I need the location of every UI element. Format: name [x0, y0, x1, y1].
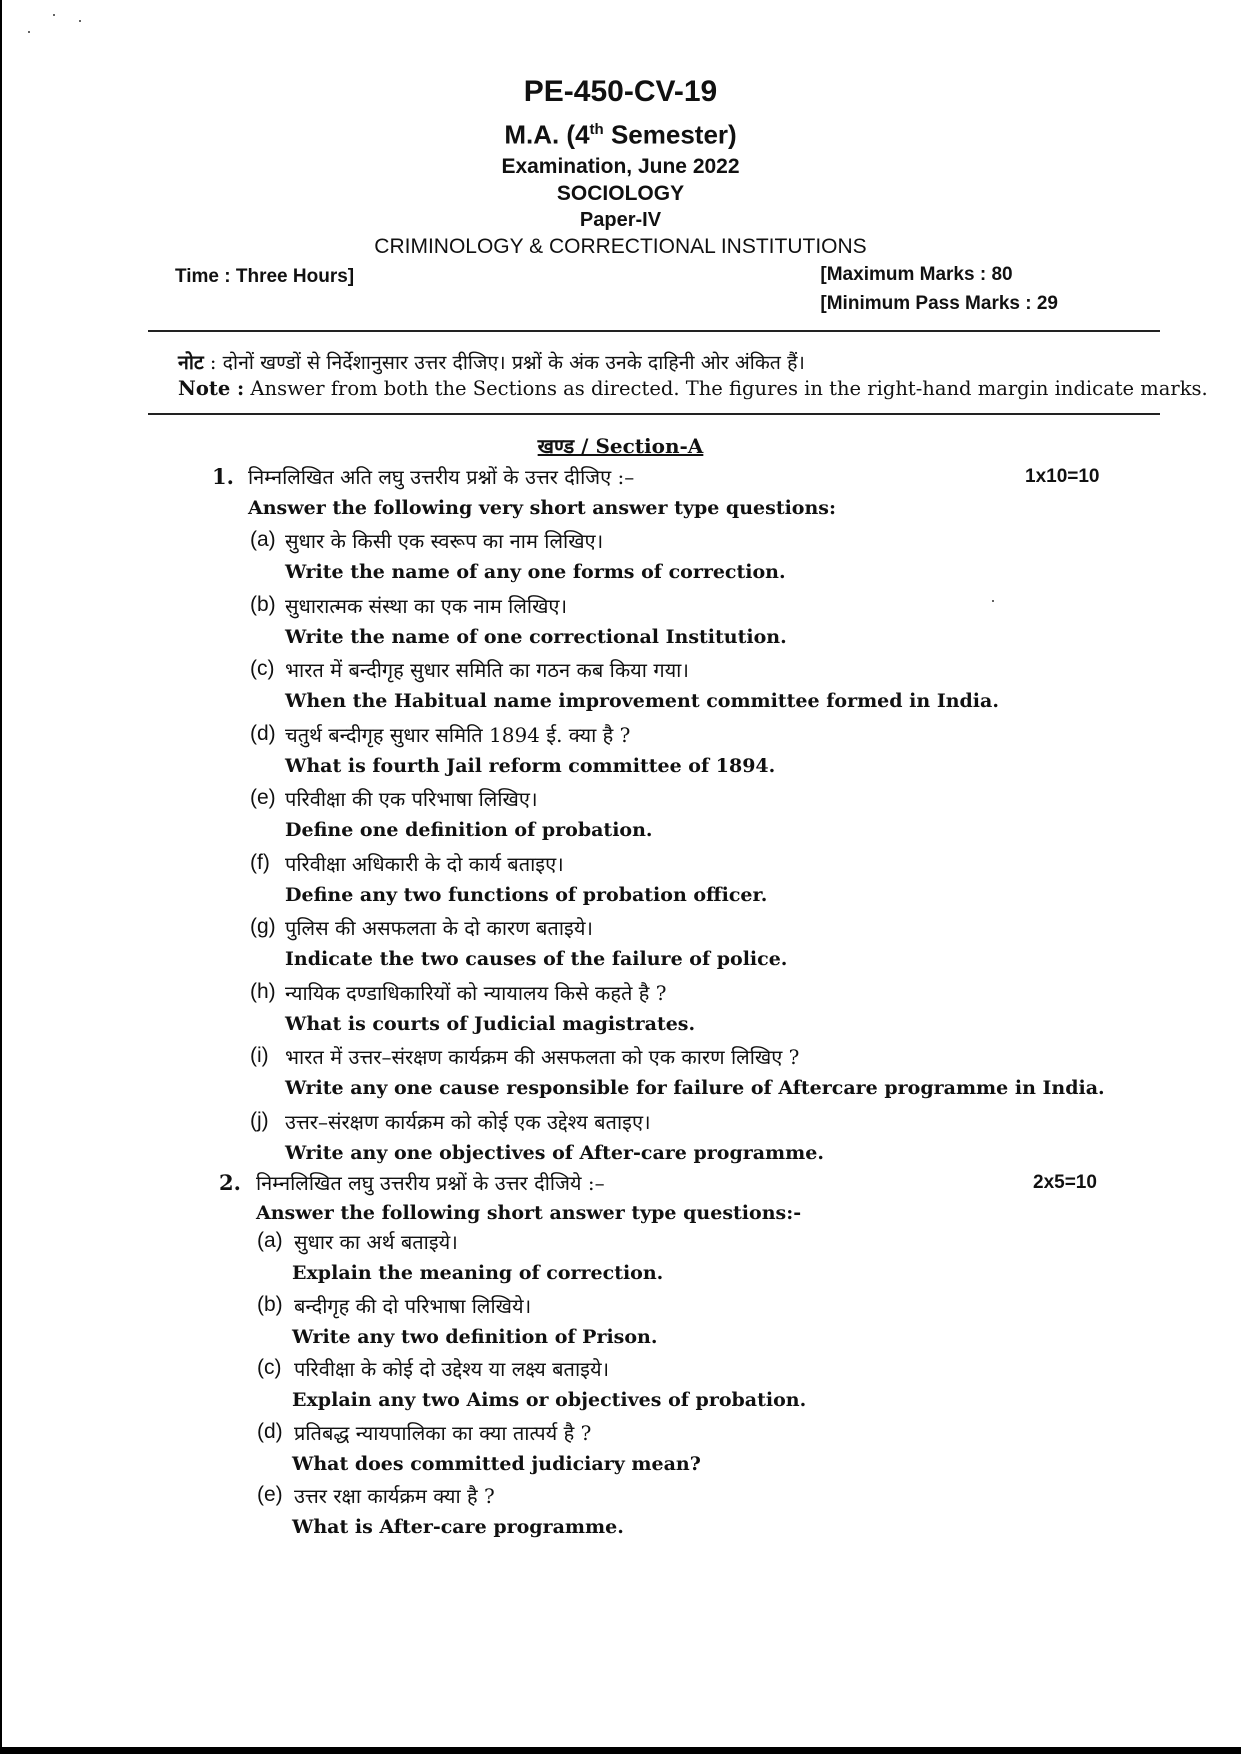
part-question-hindi: पुलिस की असफलता के दो कारण बताइये।	[285, 916, 594, 940]
part-label: (h)	[250, 979, 276, 1003]
time-allowed: Time : Three Hours]	[175, 266, 355, 287]
part-label: (a)	[250, 528, 276, 551]
part-question-hindi: परिवीक्षा की एक परिभाषा लिखिए।	[285, 787, 538, 811]
part-question-english: Define one definition of probation.	[285, 819, 653, 841]
part-question-english: What is After-care programme.	[292, 1516, 624, 1538]
paper-number: Paper-IV	[579, 208, 662, 231]
part-question-hindi: प्रतिबद्ध न्यायपालिका का क्या तात्पर्य है ?	[294, 1420, 592, 1445]
question-prompt-english: Answer the following very short answer type questions:	[248, 497, 837, 519]
scan-speck	[28, 31, 30, 33]
part-question-english: Write the name of one correctional Institution.	[285, 625, 787, 648]
part-question-english: Explain any two Aims or objectives of probation.	[292, 1389, 807, 1411]
question-prompt-english: Answer the following short answer type questions:-	[256, 1202, 802, 1224]
part-label: (e)	[257, 1483, 283, 1506]
part-label: (c)	[257, 1356, 282, 1379]
part-label: (d)	[257, 1419, 283, 1443]
exam-session: Examination, June 2022	[501, 154, 740, 178]
part-label: (j)	[250, 1108, 269, 1132]
part-question-english: Write any one cause responsible for failure of Aftercare programme in India.	[285, 1077, 1105, 1099]
part-label: (c)	[250, 657, 275, 680]
part-question-english: What is courts of Judicial magistrates.	[285, 1012, 696, 1035]
part-question-hindi: उत्तर–संरक्षण कार्यक्रम को कोई एक उद्देश्य बताइए।	[285, 1109, 651, 1134]
scan-speck	[79, 20, 81, 22]
minimum-pass-marks: [Minimum Pass Marks : 29	[820, 293, 1058, 314]
part-label: (b)	[257, 1292, 283, 1316]
part-question-english: Write the name of any one forms of correction.	[285, 561, 786, 583]
exam-header	[0, 72, 1241, 261]
part-question-english: What is fourth Jail reform committee of 1894.	[285, 754, 776, 777]
part-question-hindi: परिवीक्षा अधिकारी के दो कार्य बताइए।	[285, 851, 564, 876]
question-number: 2.	[219, 1170, 241, 1195]
note-english: Note : Answer from both the Sections as directed. The figures in the right-hand margin indicate marks.	[178, 377, 1208, 400]
part-question-hindi: परिवीक्षा के कोई दो उद्देश्य या लक्ष्य बताइये।	[294, 1357, 610, 1381]
divider-bottom	[148, 413, 1160, 415]
part-question-hindi: बन्दीगृह की दो परिभाषा लिखिये।	[294, 1293, 532, 1318]
divider-top	[148, 330, 1160, 332]
scan-bottom-edge	[0, 1747, 1241, 1754]
scan-speck	[53, 14, 55, 16]
paper-code: PE-450-CV-19	[523, 75, 718, 108]
part-question-english: Explain the meaning of correction.	[292, 1262, 664, 1284]
part-label: (d)	[250, 721, 276, 745]
part-question-hindi: सुधारात्मक संस्था का एक नाम लिखिए।	[285, 593, 568, 618]
part-label: (b)	[250, 592, 276, 616]
scan-speck	[992, 600, 994, 602]
question-marks: 2x5=10	[1033, 1172, 1097, 1193]
part-question-hindi: भारत में बन्दीगृह सुधार समिति का गठन कब किया गया।	[285, 658, 689, 682]
part-question-english: Define any two functions of probation officer.	[285, 883, 768, 906]
part-label: (f)	[250, 850, 270, 874]
part-label: (e)	[250, 786, 276, 809]
question-prompt-hindi: निम्नलिखित लघु उत्तरीय प्रश्नों के उत्तर दीजिये :–	[256, 1171, 605, 1195]
section-title: खण्ड / Section-A	[537, 434, 704, 458]
part-label: (i)	[250, 1044, 269, 1067]
degree-title: M.A. (4th Semester)	[504, 119, 737, 150]
part-label: (a)	[257, 1229, 283, 1252]
part-question-english: Write any one objectives of After-care programme.	[285, 1141, 824, 1164]
part-question-hindi: सुधार का अर्थ बताइये।	[294, 1230, 458, 1254]
part-question-hindi: उत्तर रक्षा कार्यक्रम क्या है ?	[294, 1484, 495, 1508]
part-question-english: Write any two definition of Prison.	[292, 1325, 658, 1348]
part-question-english: Indicate the two causes of the failure of police.	[285, 948, 788, 970]
marks-block	[820, 260, 1058, 318]
part-question-hindi: न्यायिक दण्डाधिकारियों को न्यायालय किसे कहते है ?	[285, 980, 667, 1005]
subject-name: SOCIOLOGY	[556, 181, 685, 205]
part-label: (g)	[250, 915, 276, 938]
question-prompt-hindi: निम्नलिखित अति लघु उत्तरीय प्रश्नों के उत्तर दीजिए :–	[248, 465, 635, 489]
part-question-hindi: भारत में उत्तर–संरक्षण कार्यक्रम की असफलता को एक कारण लिखिए ?	[285, 1045, 800, 1069]
part-question-english: When the Habitual name improvement committee formed in India.	[285, 690, 999, 712]
question-number: 1.	[212, 464, 234, 489]
part-question-hindi: चतुर्थ बन्दीगृह सुधार समिति 1894 ई. क्या है ?	[285, 722, 631, 747]
part-question-hindi: सुधार के किसी एक स्वरूप का नाम लिखिए।	[285, 529, 604, 553]
part-question-english: What does committed judiciary mean?	[292, 1452, 701, 1475]
scan-left-edge	[0, 0, 2, 1754]
course-title: CRIMINOLOGY & CORRECTIONAL INSTITUTIONS	[374, 234, 867, 258]
note-hindi: नोट : दोनों खण्डों से निर्देशानुसार उत्तर दीजिए। प्रश्नों के अंक उनके दाहिनी ओर अंकित हैं।	[178, 351, 805, 374]
question-marks: 1x10=10	[1025, 466, 1100, 487]
maximum-marks: [Maximum Marks : 80	[820, 264, 1013, 285]
